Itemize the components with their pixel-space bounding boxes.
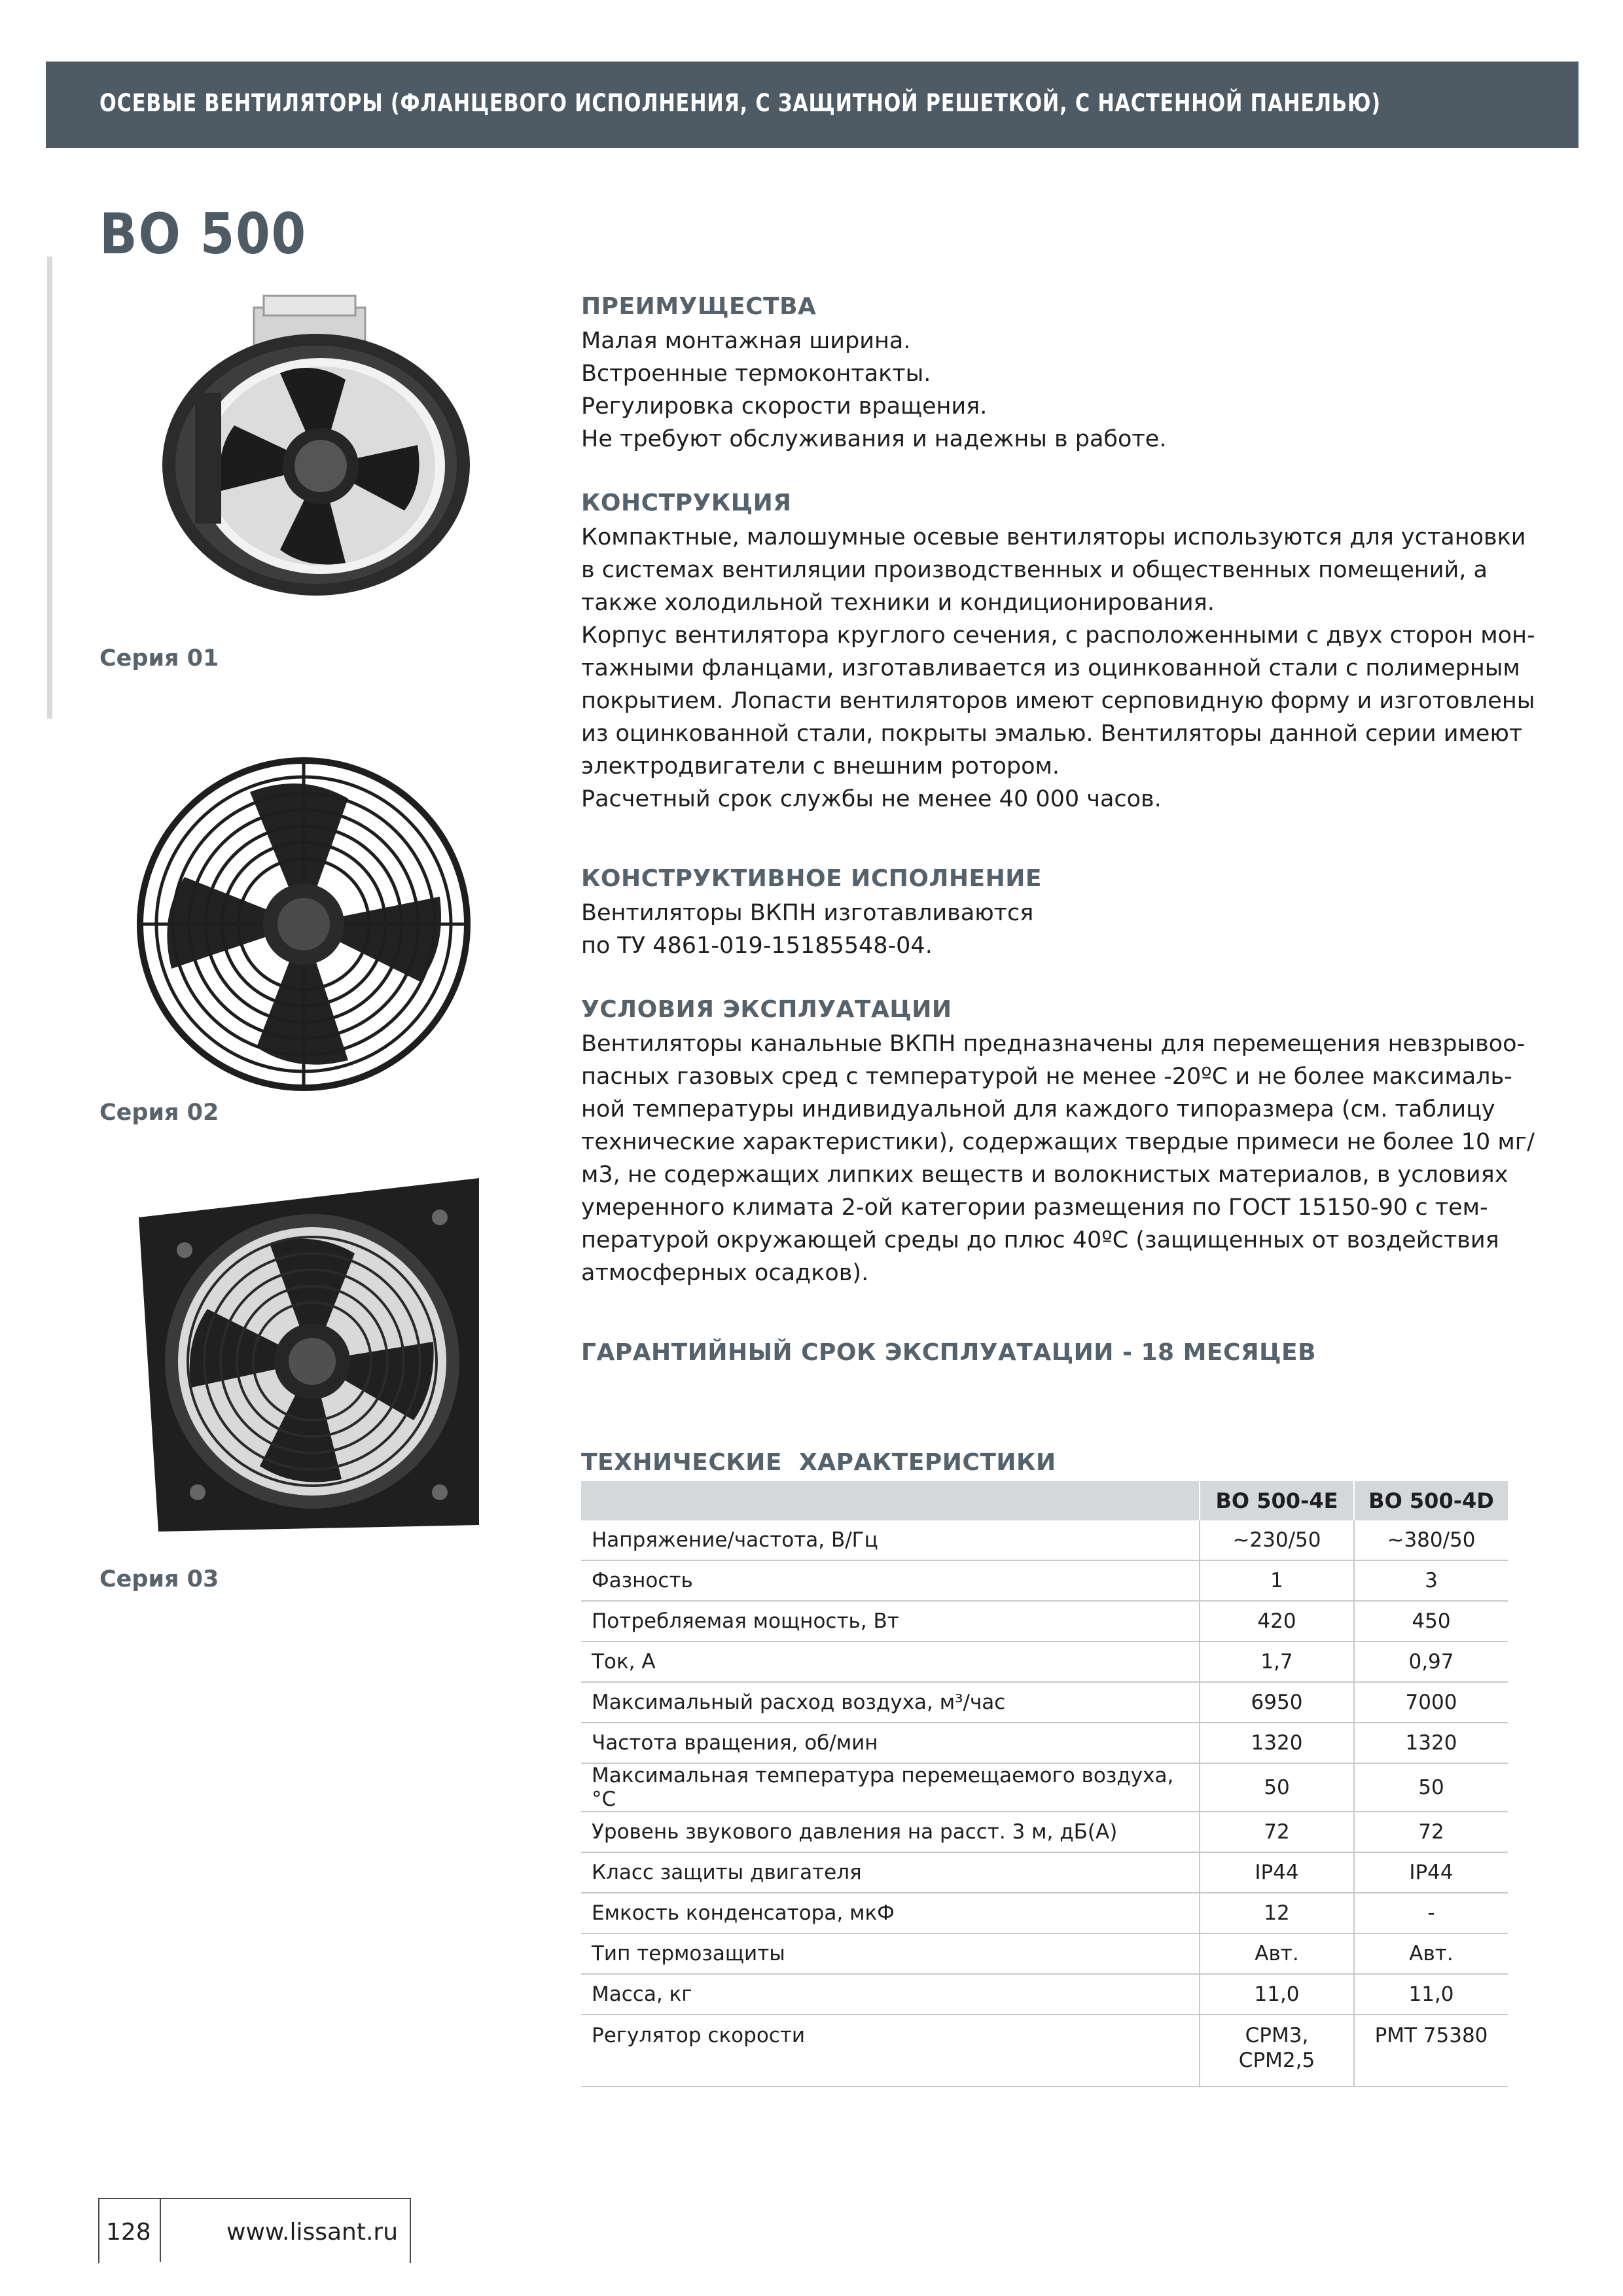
site-link[interactable]: www.lissant.ru — [226, 2219, 399, 2246]
page-number: 128 — [106, 2219, 151, 2246]
specs-header-param — [581, 1481, 1200, 1520]
operation-line: пературой окружающей среды до плюс 40ºС (защищенных от воздействия — [581, 1227, 1499, 1253]
specs-header-row — [581, 1481, 1508, 1520]
spec-param-cell: Тип термозащиты — [581, 1933, 1200, 1974]
spec-4e-cell: 72 — [1200, 1812, 1354, 1852]
spec-4d-cell: 0,97 — [1354, 1641, 1508, 1682]
operation-text — [581, 1028, 1535, 1289]
panel-fan-photo — [132, 1172, 486, 1538]
spec-4e-cell: 1 — [1200, 1560, 1354, 1601]
table-row — [581, 1641, 1508, 1682]
spec-4d-cell: 7000 — [1354, 1682, 1508, 1723]
design-text — [581, 897, 1524, 962]
operation-line: умеренного климата 2-ой категории размещения по ГОСТ 15150-90 с тем- — [581, 1194, 1488, 1221]
operation-heading: УСЛОВИЯ ЭКСПЛУАТАЦИИ — [581, 996, 952, 1023]
table-row — [581, 1723, 1508, 1763]
spec-4e-cell: 1320 — [1200, 1723, 1354, 1763]
operation-line: атмосферных осадков). — [581, 1260, 869, 1286]
advantages-text — [581, 325, 1524, 456]
spec-4d-cell: РМТ 75380 — [1354, 2015, 1508, 2087]
operation-line: технические характеристики), содержащих твердые примеси не более 10 мг/ — [581, 1129, 1535, 1155]
construction-line: из оцинкованной стали, покрыты эмалью. Вентиляторы данной серии имеют — [581, 721, 1523, 747]
table-row — [581, 1682, 1508, 1723]
construction-line: покрытием. Лопасти вентиляторов имеют серповидную форму и изготовлены — [581, 688, 1535, 714]
spec-param-cell: Напряжение/частота, В/Гц — [581, 1520, 1200, 1560]
spec-4d-cell: 11,0 — [1354, 1974, 1508, 2015]
operation-line: пасных газовых сред с температурой не менее -20ºС и не более максималь- — [581, 1064, 1512, 1090]
construction-line: тажными фланцами, изготавливается из оцинкованной стали с полимерным — [581, 655, 1520, 681]
spec-param-cell: Максимальный расход воздуха, м³/час — [581, 1682, 1200, 1723]
design-line: Вентиляторы ВКПН изготавливаются — [581, 900, 1034, 926]
spec-4e-cell: 1,7 — [1200, 1641, 1354, 1682]
series-03-caption: Серия 03 — [99, 1566, 219, 1592]
construction-heading: КОНСТРУКЦИЯ — [581, 490, 792, 516]
advantages-line: Встроенные термоконтакты. — [581, 361, 931, 387]
spec-4d-cell: 50 — [1354, 1763, 1508, 1812]
construction-text — [581, 521, 1535, 816]
table-row — [581, 2015, 1508, 2087]
specs-table — [581, 1481, 1508, 2087]
construction-line: Расчетный срок службы не менее 40 000 часов. — [581, 786, 1162, 812]
spec-4e-cell: 420 — [1200, 1601, 1354, 1641]
grille-fan-photo — [132, 753, 479, 1093]
table-row — [581, 1763, 1508, 1812]
spec-param-cell: Ток, А — [581, 1641, 1200, 1682]
specs-header-4e: ВО 500-4Е — [1200, 1481, 1354, 1520]
model-title: ВО 500 — [99, 202, 307, 267]
table-row — [581, 1601, 1508, 1641]
spec-param-cell: Частота вращения, об/мин — [581, 1723, 1200, 1763]
specs-body — [581, 1520, 1508, 2087]
table-row — [581, 1852, 1508, 1893]
table-row — [581, 1560, 1508, 1601]
specs-header-4d: ВО 500-4D — [1354, 1481, 1508, 1520]
advantages-line: Регулировка скорости вращения. — [581, 393, 988, 420]
advantages-heading: ПРЕИМУЩЕСТВА — [581, 293, 817, 320]
design-line: по ТУ 4861-019-15185548-04. — [581, 933, 933, 959]
operation-line: ной температуры индивидуальной для каждого типоразмера (см. таблицу — [581, 1096, 1495, 1122]
duct-fan-photo — [149, 295, 476, 602]
construction-line: также холодильной техники и кондиционирования. — [581, 590, 1215, 616]
spec-4e-cell: 12 — [1200, 1893, 1354, 1933]
spec-param-cell: Фазность — [581, 1560, 1200, 1601]
spec-param-cell: Емкость конденсатора, мкФ — [581, 1893, 1200, 1933]
construction-line: Корпус вентилятора круглого сечения, с расположенными с двух сторон мон- — [581, 622, 1535, 649]
series-02-caption: Серия 02 — [99, 1100, 219, 1126]
specs-heading: ТЕХНИЧЕСКИЕ ХАРАКТЕРИСТИКИ — [581, 1449, 1056, 1476]
advantages-line: Не требуют обслуживания и надежны в работе. — [581, 426, 1167, 452]
table-row — [581, 1893, 1508, 1933]
spec-4d-cell: 1320 — [1354, 1723, 1508, 1763]
construction-line: электродвигатели с внешним ротором. — [581, 753, 1060, 780]
design-heading: КОНСТРУКТИВНОЕ ИСПОЛНЕНИЕ — [581, 865, 1042, 892]
side-rule — [47, 257, 52, 719]
spec-param-cell: Максимальная температура перемещаемого воздуха, °С — [581, 1763, 1200, 1812]
table-row — [581, 1974, 1508, 2015]
spec-param-cell: Масса, кг — [581, 1974, 1200, 2015]
spec-4d-cell: ~380/50 — [1354, 1520, 1508, 1560]
construction-line: в системах вентиляции производственных и общественных помещений, а — [581, 557, 1488, 583]
spec-4d-cell: 3 — [1354, 1560, 1508, 1601]
warranty-heading: ГАРАНТИЙНЫЙ СРОК ЭКСПЛУАТАЦИИ - 18 МЕСЯЦЕВ — [581, 1339, 1317, 1366]
spec-4e-cell: 6950 — [1200, 1682, 1354, 1723]
spec-4e-cell: ~230/50 — [1200, 1520, 1354, 1560]
table-row — [581, 1933, 1508, 1974]
spec-param-cell: Регулятор скорости — [581, 2015, 1200, 2087]
spec-4e-cell: 50 — [1200, 1763, 1354, 1812]
header-title: ОСЕВЫЕ ВЕНТИЛЯТОРЫ (ФЛАНЦЕВОГО ИСПОЛНЕНИЯ, С ЗАЩИТНОЙ РЕШЕТКОЙ, С НАСТЕННОЙ ПАНЕЛЬЮ) — [99, 89, 1381, 117]
header-bar — [46, 62, 1578, 148]
spec-4d-cell: Авт. — [1354, 1933, 1508, 1974]
spec-param-cell: Уровень звукового давления на расст. 3 м, дБ(А) — [581, 1812, 1200, 1852]
spec-4e-cell: IP44 — [1200, 1852, 1354, 1893]
spec-4d-cell: 72 — [1354, 1812, 1508, 1852]
advantages-line: Малая монтажная ширина. — [581, 328, 911, 354]
operation-line: Вентиляторы канальные ВКПН предназначены для перемещения невзрывоо- — [581, 1031, 1525, 1057]
series-01-caption: Серия 01 — [99, 645, 219, 672]
table-row — [581, 1520, 1508, 1560]
spec-param-cell: Потребляемая мощность, Вт — [581, 1601, 1200, 1641]
construction-line: Компактные, малошумные осевые вентиляторы используются для установки — [581, 524, 1526, 550]
operation-line: м3, не содержащих липких веществ и волокнистых материалов, в условиях — [581, 1162, 1508, 1188]
spec-4e-cell: СРМ3, СРМ2,5 — [1200, 2015, 1354, 2087]
spec-4d-cell: 450 — [1354, 1601, 1508, 1641]
spec-4e-cell: 11,0 — [1200, 1974, 1354, 2015]
spec-param-cell: Класс защиты двигателя — [581, 1852, 1200, 1893]
table-row — [581, 1812, 1508, 1852]
spec-4e-cell: Авт. — [1200, 1933, 1354, 1974]
spec-4d-cell: IP44 — [1354, 1852, 1508, 1893]
footer-separator — [160, 2198, 161, 2262]
spec-4d-cell: - — [1354, 1893, 1508, 1933]
